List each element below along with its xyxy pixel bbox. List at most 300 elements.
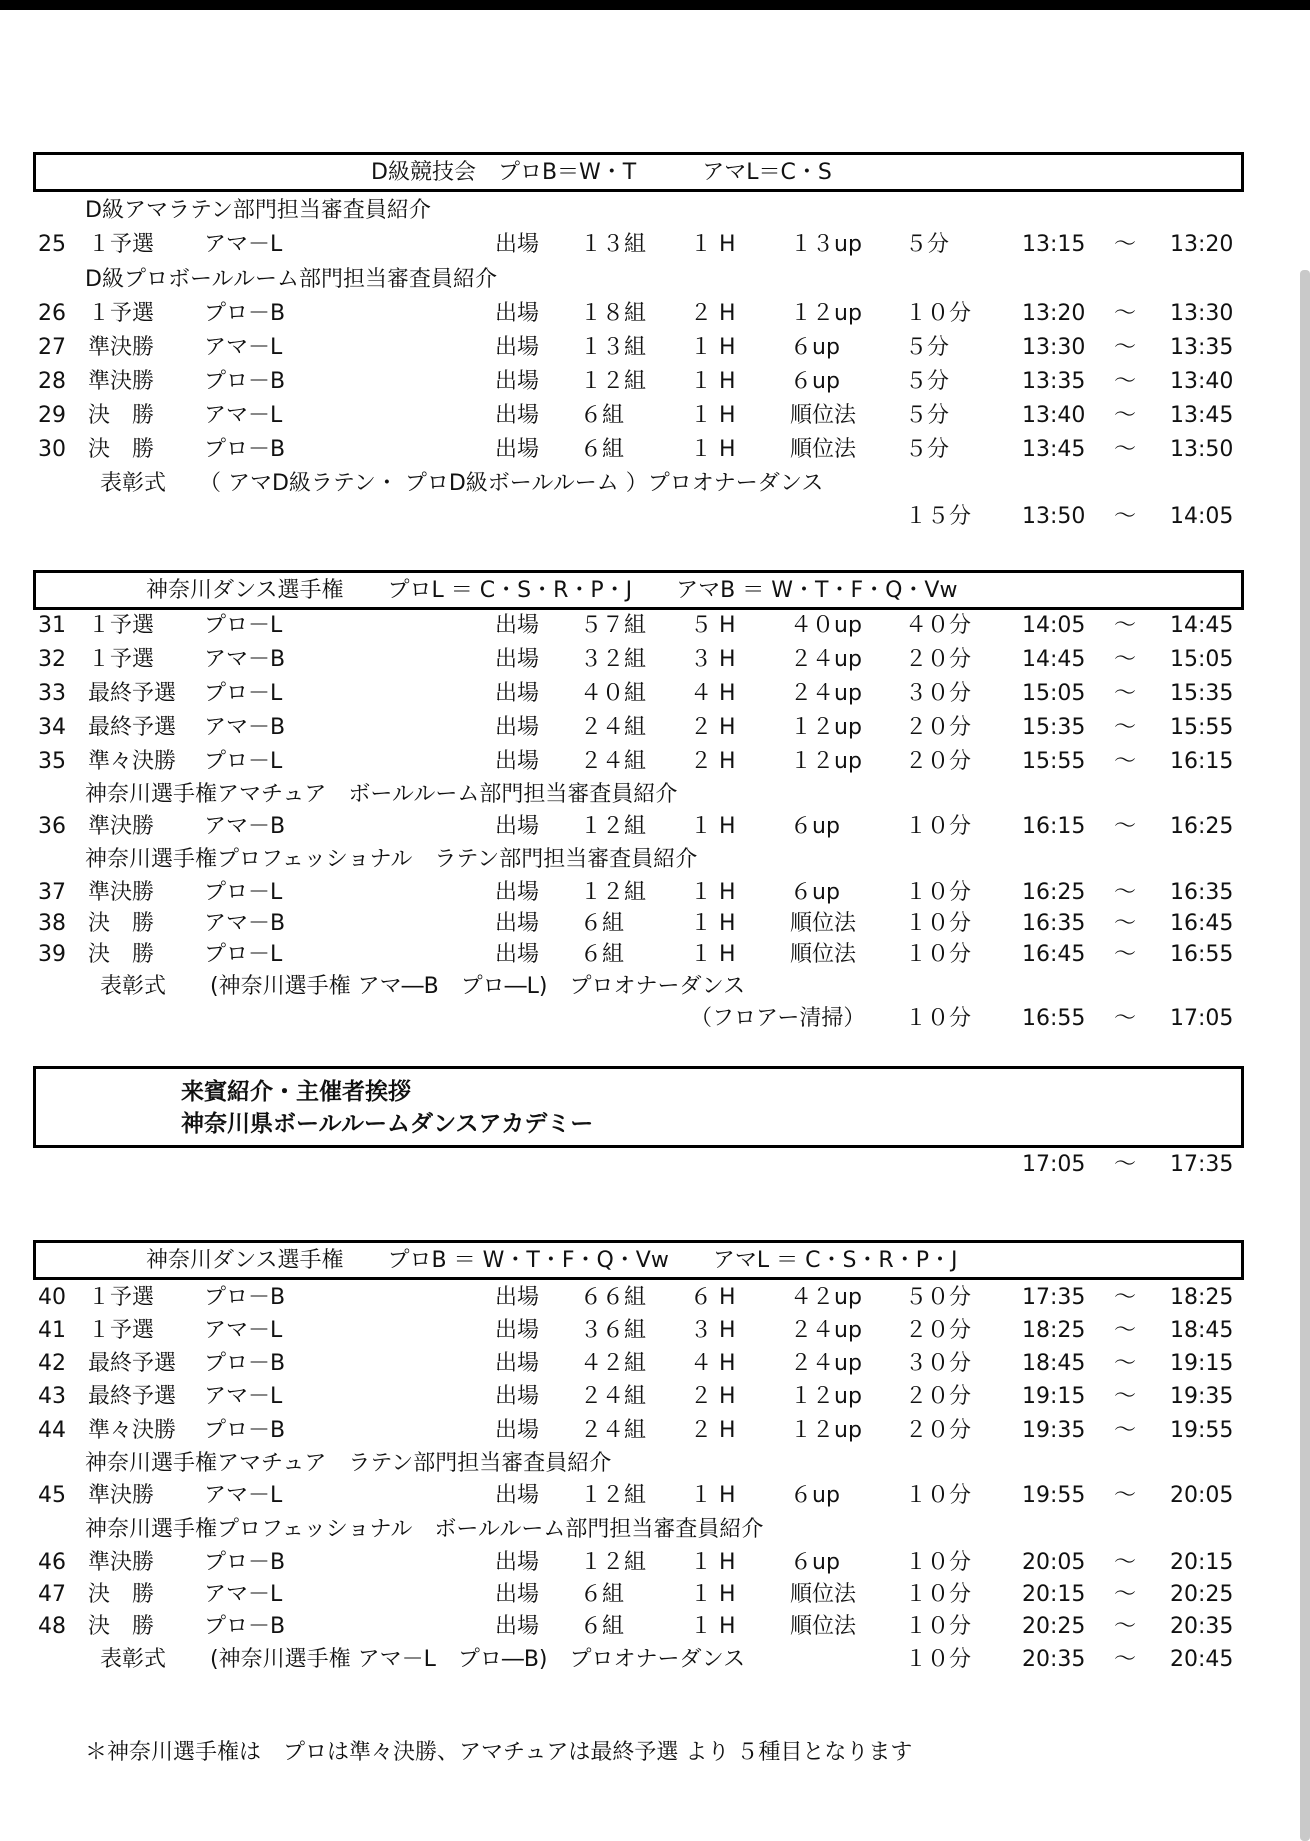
- section-header-kanagawa-1: [33, 570, 1244, 610]
- duration: １５分: [905, 504, 972, 529]
- note-text: 表彰式 （ アマD級ラテン・ プロD級ボールルーム ）プロオナーダンス: [100, 471, 824, 496]
- duration: ５分: [905, 335, 950, 360]
- round-name: 決 勝: [88, 1614, 155, 1639]
- start-time: 20:05: [1022, 1550, 1086, 1575]
- category: プロ－L: [204, 942, 283, 967]
- heat-count: １ H: [690, 942, 736, 967]
- event-number: 40: [38, 1285, 66, 1310]
- end-time: 16:35: [1170, 880, 1234, 905]
- start-time: 13:40: [1022, 403, 1086, 428]
- duration: １０分: [905, 1483, 972, 1508]
- end-time: 17:05: [1170, 1006, 1234, 1031]
- end-time: 13:35: [1170, 335, 1234, 360]
- group-count: ２４組: [580, 749, 647, 774]
- advance-count: 順位法: [790, 437, 857, 462]
- advance-count: １２up: [790, 749, 862, 774]
- round-name: １予選: [88, 613, 155, 638]
- round-name: １予選: [88, 647, 155, 672]
- category: プロ－B: [204, 1550, 286, 1575]
- start-time: 17:35: [1022, 1285, 1086, 1310]
- tilde-separator: ～: [1114, 942, 1137, 967]
- start-time: 16:15: [1022, 814, 1086, 839]
- category: アマ－B: [204, 814, 286, 839]
- entry-label: 出場: [495, 1582, 540, 1607]
- end-time: 16:15: [1170, 749, 1234, 774]
- cleaning-row: [0, 1004, 1310, 1034]
- start-time: 19:55: [1022, 1483, 1086, 1508]
- section-header-guests: [33, 1066, 1244, 1148]
- tilde-separator: ～: [1114, 1006, 1137, 1031]
- section-header-text: 神奈川ダンス選手権 プロB ＝ W・T・F・Q・Vw アマL ＝ C・S・R・P・J: [146, 1248, 958, 1273]
- entry-label: 出場: [495, 1614, 540, 1639]
- advance-count: ６up: [790, 1550, 840, 1575]
- event-row: [0, 333, 1310, 363]
- tilde-separator: ～: [1114, 715, 1137, 740]
- end-time: 18:25: [1170, 1285, 1234, 1310]
- group-count: ６組: [580, 1614, 625, 1639]
- duration: ２０分: [905, 647, 972, 672]
- start-time: 20:15: [1022, 1582, 1086, 1607]
- tilde-separator: ～: [1114, 1582, 1137, 1607]
- heat-count: ４ H: [690, 681, 736, 706]
- advance-count: ４０up: [790, 613, 862, 638]
- note-text: 神奈川選手権プロフェッショナル ラテン部門担当審査員紹介: [85, 847, 698, 872]
- category: アマ－B: [204, 647, 286, 672]
- round-name: １予選: [88, 301, 155, 326]
- tilde-separator: ～: [1114, 1550, 1137, 1575]
- end-time: 20:25: [1170, 1582, 1234, 1607]
- tilde-separator: ～: [1114, 335, 1137, 360]
- heat-count: １ H: [690, 1582, 736, 1607]
- category: アマ－B: [204, 715, 286, 740]
- tilde-separator: ～: [1114, 1483, 1137, 1508]
- start-time: 14:45: [1022, 647, 1086, 672]
- note-row: [0, 972, 1310, 1002]
- advance-count: ２４up: [790, 681, 862, 706]
- heat-count: １ H: [690, 437, 736, 462]
- entry-label: 出場: [495, 369, 540, 394]
- duration: １０分: [905, 880, 972, 905]
- start-time: 18:45: [1022, 1351, 1086, 1376]
- academy-line: 神奈川県ボールルームダンスアカデミー: [181, 1111, 594, 1137]
- heat-count: ２ H: [690, 301, 736, 326]
- advance-count: 順位法: [790, 1582, 857, 1607]
- duration: ２０分: [905, 1318, 972, 1343]
- entry-label: 出場: [495, 403, 540, 428]
- round-name: 準決勝: [88, 1550, 155, 1575]
- tilde-separator: ～: [1114, 814, 1137, 839]
- event-row: [0, 611, 1310, 641]
- category: プロ－L: [204, 613, 283, 638]
- advance-count: １２up: [790, 301, 862, 326]
- event-row: [0, 1283, 1310, 1313]
- event-row: [0, 230, 1310, 260]
- event-number: 27: [38, 335, 66, 360]
- note-row: [0, 469, 1310, 499]
- tilde-separator: ～: [1114, 880, 1137, 905]
- start-time: 14:05: [1022, 613, 1086, 638]
- round-name: 準決勝: [88, 369, 155, 394]
- round-name: １予選: [88, 232, 155, 257]
- advance-count: 順位法: [790, 911, 857, 936]
- round-name: 準決勝: [88, 814, 155, 839]
- duration: １０分: [905, 1647, 972, 1672]
- entry-label: 出場: [495, 814, 540, 839]
- entry-label: 出場: [495, 880, 540, 905]
- event-number: 28: [38, 369, 66, 394]
- guest-intro-line: 来賓紹介・主催者挨拶: [181, 1079, 411, 1105]
- round-name: 決 勝: [88, 942, 155, 967]
- note-text: D級アマラテン部門担当審査員紹介: [85, 198, 431, 223]
- group-count: １２組: [580, 880, 647, 905]
- note-row: [0, 1449, 1310, 1479]
- tilde-separator: ～: [1114, 1318, 1137, 1343]
- duration: １０分: [905, 301, 972, 326]
- heat-count: ３ H: [690, 1318, 736, 1343]
- entry-label: 出場: [495, 1384, 540, 1409]
- heat-count: １ H: [690, 369, 736, 394]
- category: アマ－B: [204, 911, 286, 936]
- end-time: 13:50: [1170, 437, 1234, 462]
- cleaning-text: （フロアー清掃）: [690, 1006, 866, 1031]
- entry-label: 出場: [495, 647, 540, 672]
- event-number: 26: [38, 301, 66, 326]
- duration: ５分: [905, 232, 950, 257]
- advance-count: ６up: [790, 335, 840, 360]
- event-number: 33: [38, 681, 66, 706]
- event-row: [0, 679, 1310, 709]
- round-name: 最終予選: [88, 1351, 177, 1376]
- event-number: 35: [38, 749, 66, 774]
- event-number: 44: [38, 1418, 66, 1443]
- end-time: 19:35: [1170, 1384, 1234, 1409]
- advance-count: １３up: [790, 232, 862, 257]
- end-time: 18:45: [1170, 1318, 1234, 1343]
- event-number: 30: [38, 437, 66, 462]
- start-time: 16:35: [1022, 911, 1086, 936]
- group-count: ６組: [580, 437, 625, 462]
- tilde-separator: ～: [1114, 1152, 1137, 1177]
- advance-count: １２up: [790, 715, 862, 740]
- category: プロ－B: [204, 1614, 286, 1639]
- end-time: 15:05: [1170, 647, 1234, 672]
- heat-count: １ H: [690, 403, 736, 428]
- entry-label: 出場: [495, 335, 540, 360]
- category: プロ－L: [204, 880, 283, 905]
- duration: ３０分: [905, 1351, 972, 1376]
- start-time: 13:50: [1022, 504, 1086, 529]
- note-text: 神奈川選手権アマチュア ボールルーム部門担当審査員紹介: [85, 782, 678, 807]
- advance-count: ２４up: [790, 1318, 862, 1343]
- group-count: ２４組: [580, 1418, 647, 1443]
- advance-count: ６up: [790, 880, 840, 905]
- end-time: 16:25: [1170, 814, 1234, 839]
- heat-count: １ H: [690, 814, 736, 839]
- round-name: 決 勝: [88, 1582, 155, 1607]
- start-time: 13:45: [1022, 437, 1086, 462]
- entry-label: 出場: [495, 942, 540, 967]
- heat-count: １ H: [690, 911, 736, 936]
- note-row: [0, 1515, 1310, 1545]
- note-text: 表彰式 (神奈川選手権 アマ―B プロ―L) プロオナーダンス: [100, 974, 746, 999]
- duration: ２０分: [905, 715, 972, 740]
- tilde-separator: ～: [1114, 437, 1137, 462]
- tilde-separator: ～: [1114, 232, 1137, 257]
- event-row: [0, 1580, 1310, 1610]
- end-time: 20:45: [1170, 1647, 1234, 1672]
- entry-label: 出場: [495, 749, 540, 774]
- duration: １０分: [905, 1006, 972, 1031]
- tilde-separator: ～: [1114, 403, 1137, 428]
- end-time: 20:15: [1170, 1550, 1234, 1575]
- round-name: １予選: [88, 1318, 155, 1343]
- tilde-separator: ～: [1114, 369, 1137, 394]
- duration: ５分: [905, 403, 950, 428]
- tilde-separator: ～: [1114, 301, 1137, 326]
- group-count: ６組: [580, 942, 625, 967]
- heat-count: １ H: [690, 1550, 736, 1575]
- end-time: 20:35: [1170, 1614, 1234, 1639]
- start-time: 17:05: [1022, 1152, 1086, 1177]
- time-row: [0, 502, 1310, 532]
- start-time: 19:35: [1022, 1418, 1086, 1443]
- entry-label: 出場: [495, 437, 540, 462]
- event-number: 37: [38, 880, 66, 905]
- end-time: 19:55: [1170, 1418, 1234, 1443]
- footnote: ＊神奈川選手権は プロは準々決勝、アマチュアは最終予選 より ５種目となります: [85, 1740, 913, 1765]
- group-count: １３組: [580, 335, 647, 360]
- group-count: ２４組: [580, 715, 647, 740]
- group-count: １３組: [580, 232, 647, 257]
- tilde-separator: ～: [1114, 1418, 1137, 1443]
- event-row: [0, 747, 1310, 777]
- advance-count: ６up: [790, 1483, 840, 1508]
- end-time: 15:55: [1170, 715, 1234, 740]
- event-row: [0, 1612, 1310, 1642]
- end-time: 16:55: [1170, 942, 1234, 967]
- entry-label: 出場: [495, 715, 540, 740]
- end-time: 13:20: [1170, 232, 1234, 257]
- heat-count: １ H: [690, 335, 736, 360]
- round-name: 最終予選: [88, 681, 177, 706]
- entry-label: 出場: [495, 232, 540, 257]
- section-header-text: 神奈川ダンス選手権 プロL ＝ C・S・R・P・J アマB ＝ W・T・F・Q・Vw: [146, 578, 958, 603]
- duration: １０分: [905, 942, 972, 967]
- award-text: 表彰式 (神奈川選手権 アマ－L プロ―B) プロオナーダンス: [100, 1647, 746, 1672]
- group-count: １２組: [580, 369, 647, 394]
- event-number: 34: [38, 715, 66, 740]
- heat-count: １ H: [690, 880, 736, 905]
- category: プロ－B: [204, 1351, 286, 1376]
- end-time: 20:05: [1170, 1483, 1234, 1508]
- end-time: 13:40: [1170, 369, 1234, 394]
- group-count: １２組: [580, 814, 647, 839]
- advance-count: ２４up: [790, 647, 862, 672]
- note-row: [0, 196, 1310, 226]
- event-row: [0, 1416, 1310, 1446]
- advance-count: ２４up: [790, 1351, 862, 1376]
- end-time: 16:45: [1170, 911, 1234, 936]
- end-time: 17:35: [1170, 1152, 1234, 1177]
- round-name: １予選: [88, 1285, 155, 1310]
- group-count: ６組: [580, 911, 625, 936]
- event-number: 46: [38, 1550, 66, 1575]
- round-name: 準決勝: [88, 880, 155, 905]
- heat-count: １ H: [690, 232, 736, 257]
- group-count: ４２組: [580, 1351, 647, 1376]
- event-number: 31: [38, 613, 66, 638]
- event-number: 36: [38, 814, 66, 839]
- round-name: 準決勝: [88, 335, 155, 360]
- start-time: 13:20: [1022, 301, 1086, 326]
- category: アマ－L: [204, 1384, 283, 1409]
- duration: ２０分: [905, 1384, 972, 1409]
- end-time: 19:15: [1170, 1351, 1234, 1376]
- duration: １０分: [905, 1614, 972, 1639]
- category: アマ－L: [204, 1582, 283, 1607]
- group-count: ６組: [580, 1582, 625, 1607]
- start-time: 16:25: [1022, 880, 1086, 905]
- event-row: [0, 1382, 1310, 1412]
- category: プロ－B: [204, 1285, 286, 1310]
- entry-label: 出場: [495, 301, 540, 326]
- event-number: 39: [38, 942, 66, 967]
- round-name: 準決勝: [88, 1483, 155, 1508]
- event-number: 45: [38, 1483, 66, 1508]
- duration: １０分: [905, 911, 972, 936]
- category: アマ－L: [204, 1483, 283, 1508]
- start-time: 15:35: [1022, 715, 1086, 740]
- heat-count: ３ H: [690, 647, 736, 672]
- category: アマ－L: [204, 335, 283, 360]
- category: プロ－L: [204, 681, 283, 706]
- duration: ３０分: [905, 681, 972, 706]
- entry-label: 出場: [495, 911, 540, 936]
- duration: ２０分: [905, 749, 972, 774]
- tilde-separator: ～: [1114, 1384, 1137, 1409]
- category: プロ－L: [204, 749, 283, 774]
- end-time: 13:45: [1170, 403, 1234, 428]
- start-time: 15:55: [1022, 749, 1086, 774]
- end-time: 13:30: [1170, 301, 1234, 326]
- start-time: 16:45: [1022, 942, 1086, 967]
- category: プロ－B: [204, 437, 286, 462]
- group-count: １２組: [580, 1483, 647, 1508]
- event-number: 29: [38, 403, 66, 428]
- duration: １０分: [905, 1582, 972, 1607]
- round-name: 準々決勝: [88, 749, 177, 774]
- heat-count: １ H: [690, 1614, 736, 1639]
- advance-count: １２up: [790, 1384, 862, 1409]
- round-name: 最終予選: [88, 1384, 177, 1409]
- event-number: 32: [38, 647, 66, 672]
- start-time: 15:05: [1022, 681, 1086, 706]
- start-time: 13:30: [1022, 335, 1086, 360]
- tilde-separator: ～: [1114, 647, 1137, 672]
- section-header-text: D級競技会 プロB＝W・T アマL＝C・S: [371, 160, 832, 185]
- start-time: 20:35: [1022, 1647, 1086, 1672]
- group-count: ２４組: [580, 1384, 647, 1409]
- heat-count: ２ H: [690, 1418, 736, 1443]
- advance-count: ４２up: [790, 1285, 862, 1310]
- category: アマ－L: [204, 232, 283, 257]
- entry-label: 出場: [495, 1550, 540, 1575]
- event-row: [0, 645, 1310, 675]
- event-row: [0, 1548, 1310, 1578]
- start-time: 13:15: [1022, 232, 1086, 257]
- group-count: １２組: [580, 1550, 647, 1575]
- event-number: 42: [38, 1351, 66, 1376]
- top-edge-bar: [0, 0, 1310, 10]
- note-text: 神奈川選手権プロフェッショナル ボールルーム部門担当審査員紹介: [85, 1517, 764, 1542]
- award-row: [0, 1645, 1310, 1675]
- event-row: [0, 878, 1310, 908]
- category: プロ－B: [204, 1418, 286, 1443]
- note-row: [0, 845, 1310, 875]
- heat-count: ２ H: [690, 1384, 736, 1409]
- group-count: ３２組: [580, 647, 647, 672]
- event-row: [0, 367, 1310, 397]
- entry-label: 出場: [495, 1418, 540, 1443]
- event-row: [0, 812, 1310, 842]
- advance-count: 順位法: [790, 403, 857, 428]
- duration: １０分: [905, 1550, 972, 1575]
- start-time: 13:35: [1022, 369, 1086, 394]
- heat-count: ２ H: [690, 749, 736, 774]
- note-row: [0, 265, 1310, 295]
- heat-count: ２ H: [690, 715, 736, 740]
- duration: １０分: [905, 814, 972, 839]
- tilde-separator: ～: [1114, 613, 1137, 638]
- advance-count: 順位法: [790, 942, 857, 967]
- note-text: D級プロボールルーム部門担当審査員紹介: [85, 267, 497, 292]
- advance-count: ６up: [790, 369, 840, 394]
- category: プロ－B: [204, 369, 286, 394]
- category: プロ－B: [204, 301, 286, 326]
- end-time: 14:05: [1170, 504, 1234, 529]
- duration: ５分: [905, 437, 950, 462]
- group-count: １８組: [580, 301, 647, 326]
- duration: ２０分: [905, 1418, 972, 1443]
- note-text: 神奈川選手権アマチュア ラテン部門担当審査員紹介: [85, 1451, 612, 1476]
- event-row: [0, 909, 1310, 939]
- event-row: [0, 299, 1310, 329]
- section-header-kanagawa-2: [33, 1240, 1244, 1280]
- event-row: [0, 1316, 1310, 1346]
- entry-label: 出場: [495, 1285, 540, 1310]
- tilde-separator: ～: [1114, 1351, 1137, 1376]
- tilde-separator: ～: [1114, 504, 1137, 529]
- round-name: 決 勝: [88, 911, 155, 936]
- tilde-separator: ～: [1114, 1647, 1137, 1672]
- end-time: 14:45: [1170, 613, 1234, 638]
- start-time: 18:25: [1022, 1318, 1086, 1343]
- category: アマ－L: [204, 1318, 283, 1343]
- round-name: 準々決勝: [88, 1418, 177, 1443]
- duration: ５分: [905, 369, 950, 394]
- event-number: 43: [38, 1384, 66, 1409]
- heat-count: １ H: [690, 1483, 736, 1508]
- event-row: [0, 713, 1310, 743]
- event-row: [0, 1481, 1310, 1511]
- group-count: ６組: [580, 403, 625, 428]
- heat-count: ６ H: [690, 1285, 736, 1310]
- duration: ５０分: [905, 1285, 972, 1310]
- end-time: 15:35: [1170, 681, 1234, 706]
- event-row: [0, 401, 1310, 431]
- group-count: ３６組: [580, 1318, 647, 1343]
- section-header-d-class: [33, 152, 1244, 192]
